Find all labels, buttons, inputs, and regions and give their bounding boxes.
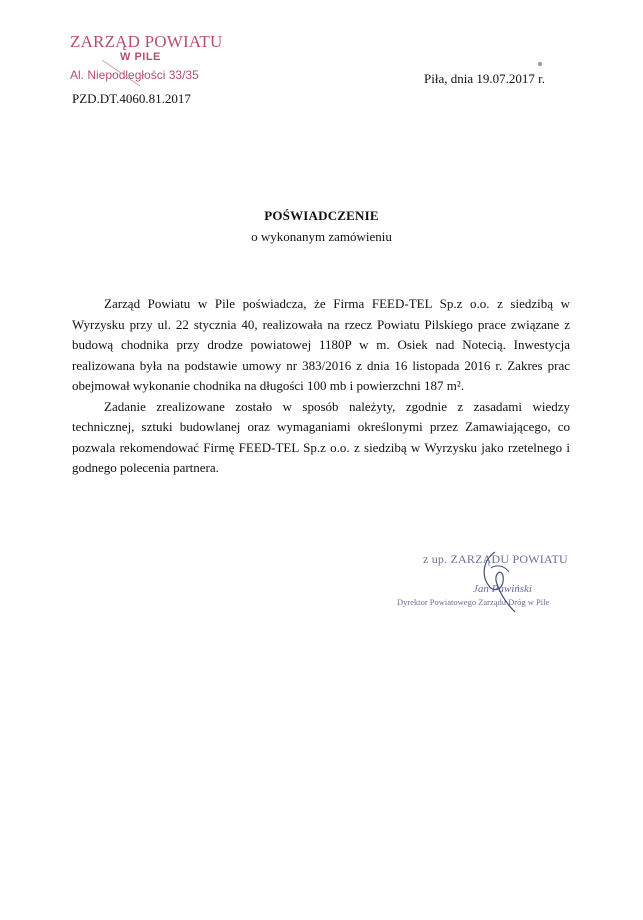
letterhead-name: ZARZĄD POWIATU: [70, 32, 223, 51]
letterhead-city: W PILE: [120, 51, 161, 63]
letterhead-address: Al. Niepodległości 33/35: [70, 68, 199, 82]
handwritten-signature: [475, 546, 521, 616]
ink-dot: [538, 62, 542, 66]
reference-number: PZD.DT.4060.81.2017: [72, 91, 191, 106]
stamp-pen-stroke: [100, 58, 144, 88]
letterhead-stamp: [70, 32, 240, 83]
body-paragraph-2: Zadanie zrealizowane zostało w sposób należyty, zgodnie z zasadami wiedzy technicznej, sztuki budowlanej oraz wymaganiami określonymi przez Zamawiającego, co pozwala rekomendować Firmę FEED-TEL Sp.z o.o. z siedzibą w Wyrzysku jako rzetelnego i godnego polecenia partnera.: [72, 398, 570, 475]
document-subtitle: o wykonanym zamówieniu: [251, 229, 392, 244]
date-line: Piła, dnia 19.07.2017 r.: [424, 71, 545, 86]
signature-block: [397, 552, 577, 607]
document-title: POŚWIADCZENIE: [264, 208, 379, 223]
signature-role: Dyrektor Powiatowego Zarządu Dróg w Pile: [397, 597, 550, 607]
signature-name: Jan Pawiński: [473, 583, 532, 595]
signature-header: z up. ZARZĄDU POWIATU: [423, 552, 568, 566]
document-body: [72, 294, 570, 479]
body-paragraph-1: Zarząd Powiatu w Pile poświadcza, że Firma FEED-TEL Sp.z o.o. z siedzibą w Wyrzysku przy ul. 22 stycznia 40, realizowała na rzecz Powiatu Pilskiego prace związane z budową chodnika przy drodze powiatowej 1180P w m. Osiek nad Notecią. Inwestycja realizowana była na podstawie umowy nr 383/2016 z dnia 16 listopada 2016 r. Zakres prac obejmował wykonanie chodnika na długości 100 mb i powierzchni 187 m².: [72, 296, 570, 393]
